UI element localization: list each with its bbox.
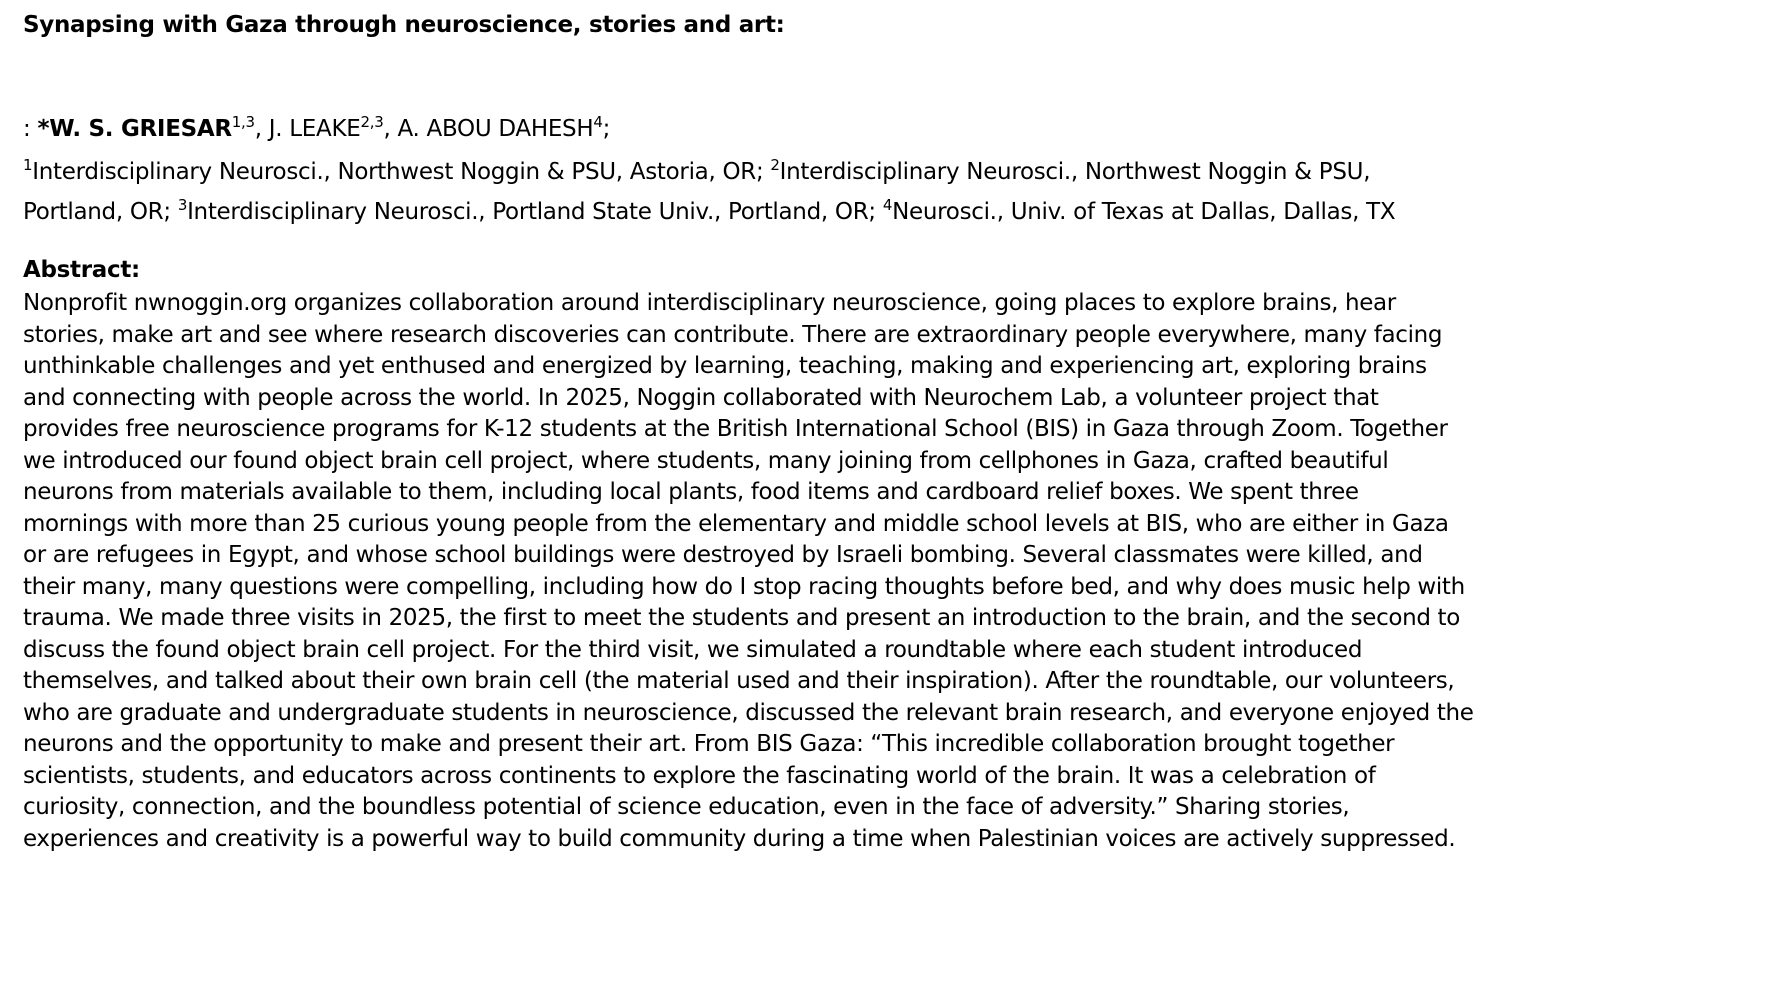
abstract-line: Nonprofit nwnoggin.org organizes collaboration around interdisciplinary neuroscience, going places to explore brains, hear (23, 290, 1396, 316)
author-separator: , (383, 116, 398, 142)
author-affiliation-sup: 4 (593, 113, 603, 131)
affiliation-number: 2 (770, 156, 780, 174)
abstract-line: neurons from materials available to them, including local plants, food items and cardboard relief boxes. We spent three (23, 479, 1359, 505)
abstract-line: unthinkable challenges and yet enthused and energized by learning, teaching, making and experiencing art, exploring brains (23, 353, 1427, 379)
author-name: *W. S. GRIESAR (37, 116, 232, 142)
abstract-line: neurons and the opportunity to make and present their art. From BIS Gaza: “This incredible collaboration brought together (23, 731, 1395, 757)
affiliation-text: Neurosci., Univ. of Texas at Dallas, Dallas, TX (892, 199, 1396, 225)
abstract-line: or are refugees in Egypt, and whose school buildings were destroyed by Israeli bombing. Several classmates were killed, and (23, 542, 1423, 568)
affiliation-line (23, 152, 1395, 192)
author-affiliation-sup: 2,3 (360, 113, 384, 131)
affiliation-number: 3 (177, 196, 188, 214)
abstract-line: discuss the found object brain cell project. For the third visit, we simulated a roundtable where each student introduced (23, 636, 1363, 663)
abstract-line: who are graduate and undergraduate students in neuroscience, discussed the relevant brain research, and everyone enjoyed the (23, 699, 1474, 726)
abstract-heading: Abstract: (23, 257, 140, 283)
abstract-line: scientists, students, and educators across continents to explore the fascinating world of the brain. It was a celebration of (23, 762, 1376, 789)
affiliations (23, 152, 1395, 232)
author-prefix: : (23, 116, 38, 142)
affiliation-number: 1 (23, 156, 33, 174)
abstract-line: mornings with more than 25 curious young people from the elementary and middle school levels at BIS, who are either in Gaza (23, 510, 1449, 537)
abstract-line: experiences and creativity is a powerful way to build community during a time when Palestinian voices are actively suppressed. (23, 825, 1456, 852)
author-name: A. ABOU DAHESH (397, 116, 594, 142)
document-title: Synapsing with Gaza through neuroscience, stories and art: (23, 12, 785, 38)
author-affiliation-sup: 1,3 (231, 113, 255, 131)
abstract-line: trauma. We made three visits in 2025, the first to meet the students and present an introduction to the brain, and the second to (23, 605, 1460, 631)
abstract-line: curiosity, connection, and the boundless potential of science education, even in the face of adversity.” Sharing stories, (23, 794, 1350, 820)
author-line (23, 113, 611, 142)
author-separator: , (254, 116, 269, 142)
affiliation-text: Interdisciplinary Neurosci., Portland State Univ., Portland, OR; (187, 199, 883, 225)
abstract-line: we introduced our found object brain cell project, where students, many joining from cellphones in Gaza, crafted beautiful (23, 447, 1389, 474)
abstract-line: stories, make art and see where research discoveries can contribute. There are extraordinary people everywhere, many facing (23, 321, 1443, 348)
abstract-line: provides free neuroscience programs for K-12 students at the British International School (BIS) in Gaza through Zoom. Together (23, 416, 1448, 442)
affiliation-text: Interdisciplinary Neurosci., Northwest Noggin & PSU, Astoria, OR; (32, 159, 771, 185)
affiliation-text: Interdisciplinary Neurosci., Northwest Noggin & PSU, (779, 159, 1371, 185)
affiliation-line (23, 192, 1395, 232)
author-name: J. LEAKE (268, 116, 361, 142)
author-separator: ; (602, 116, 611, 142)
abstract-line: and connecting with people across the world. In 2025, Noggin collaborated with Neurochem Lab, a volunteer project that (23, 384, 1379, 411)
abstract-line: their many, many questions were compelling, including how do I stop racing thoughts before bed, and why does music help with (23, 573, 1465, 600)
abstract-body (23, 288, 1474, 855)
affiliation-text: Portland, OR; (23, 199, 178, 225)
affiliation-number: 4 (882, 196, 893, 214)
abstract-line: themselves, and talked about their own brain cell (the material used and their inspiration). After the roundtable, our volunteers, (23, 668, 1455, 694)
